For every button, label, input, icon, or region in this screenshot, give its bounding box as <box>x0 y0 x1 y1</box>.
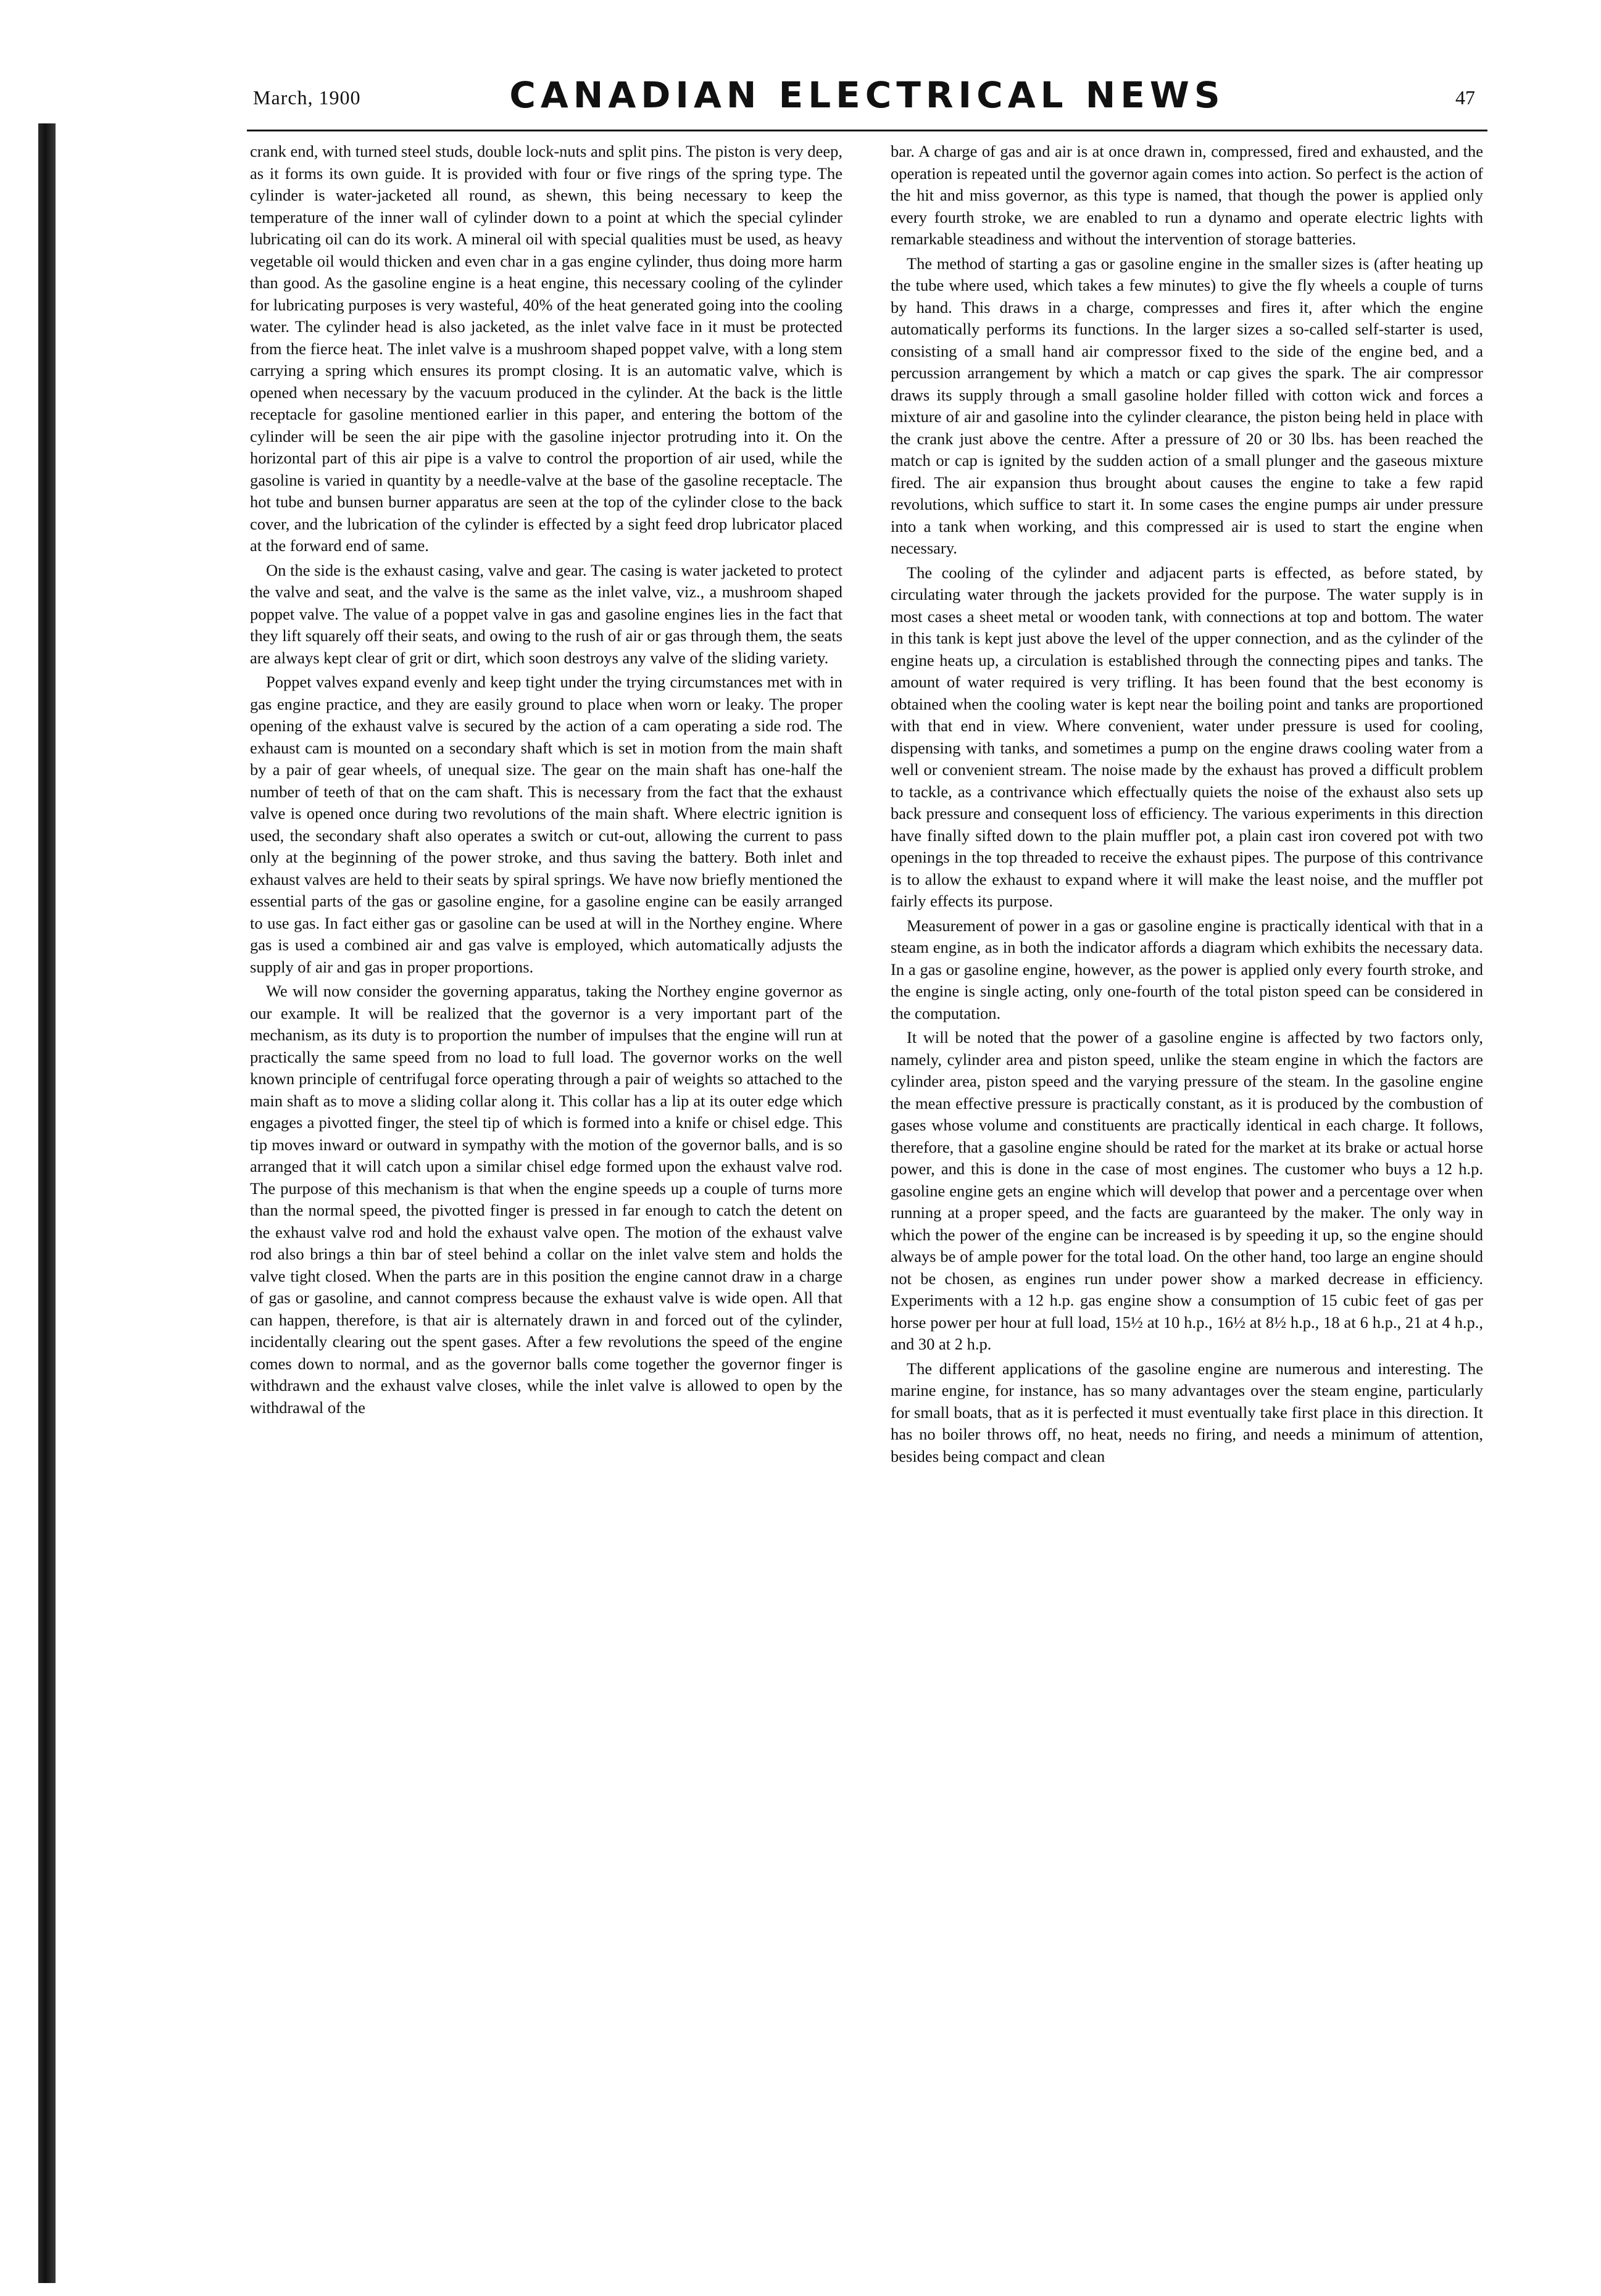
page-number: 47 <box>1455 86 1475 109</box>
issue-date: March, 1900 <box>253 86 361 109</box>
paragraph: Poppet valves expand evenly and keep tight under the trying circumstances met with in gas engine practice, and they are easily ground to place when worn or leaky. The proper opening of the exhaust valve is secured by the action of a cam operating a side rod. The exhaust cam is mounted on a secondary shaft which is set in motion from the main shaft by a pair of gear wheels, of unequal size. The gear on the main shaft has one-half the number of teeth of that on the cam shaft. This is necessary from the fact that the exhaust valve is opened once during two revolutions of the main shaft. Where electric ignition is used, the secondary shaft also operates a switch or cut-out, allowing the current to pass only at the beginning of the power stroke, and thus saving the battery. Both inlet and exhaust valves are held to their seats by spiral springs. We have now briefly mentioned the essential parts of the gas or gasoline engine, for a gasoline engine can be easily arranged to use gas. In fact either gas or gasoline can be used at will in the Northey engine. Where gas is used a combined air and gas valve is employed, which automatically adjusts the supply of air and gas in proper proportions. <box>250 673 842 976</box>
binding-edge <box>38 123 56 2283</box>
right-column <box>891 141 1483 2251</box>
publication-title: CANADIAN ELECTRICAL NEWS <box>509 74 1225 116</box>
paragraph: The cooling of the cylinder and adjacent parts is effected, as before stated, by circulating water through the jackets provided for the purpose. The water supply is in most cases a sheet metal or wooden tank, with connections at top and bottom. The water in this tank is kept just above the level of the upper connection, and as the cylinder of the engine heats up, a circulation is established through the connecting pipes and tanks. The amount of water required is very trifling. It has been found that the best economy is obtained when the cooling water is kept near the boiling point and tanks are proportioned with that end in view. Where convenient, water under pressure is used for cooling, dispensing with tanks, and sometimes a pump on the engine draws cooling water from a well or convenient stream. The noise made by the exhaust has proved a difficult problem to tackle, as a contrivance which effectually quiets the noise of the exhaust also sets up back pressure and consequent loss of efficiency. The various experiments in this direction have finally sifted down to the plain muffler pot, a plain cast iron covered pot with two openings in the top threaded to receive the exhaust pipes. The purpose of this contrivance is to allow the exhaust to expand where it will make the least noise, and the muffler pot fairly effects its purpose. <box>891 563 1483 910</box>
paragraph: We will now consider the governing apparatus, taking the Northey engine governor as our example. It will be realized that the governor is a very important part of the mechanism, as its duty is to proportion the number of impulses that the engine will run at practically the same speed from no load to full load. The governor works on the well known principle of centrifugal force operating through a pair of weights so attached to the main shaft as to move a sliding collar along it. This collar has a lip at its outer edge which engages a pivotted finger, the steel tip of which is formed into a knife or chisel edge. This tip moves inward or outward in sympathy with the motion of the governor balls, and is so arranged that it will catch upon a similar chisel edge formed upon the exhaust valve rod. The purpose of this mechanism is that when the engine speeds up a couple of turns more than the normal speed, the pivotted finger is pressed in far enough to catch the detent on the exhaust valve rod and hold the exhaust valve open. The motion of the exhaust valve rod also brings a thin bar of steel behind a collar on the inlet valve stem and holds the valve tight closed. When the parts are in this position the engine cannot draw in a charge of gas or gasoline, and cannot compress because the exhaust valve is wide open. All that can happen, therefore, is that air is alternately drawn in and forced out of the cylinder, incidentally clearing out the spent gases. After a few revolutions the speed of the engine comes down to normal, and as the governor balls come together the governor finger is withdrawn and the exhaust valve closes, while the inlet valve is allowed to open by the withdrawal of the <box>250 982 842 1417</box>
paragraph: The method of starting a gas or gasoline engine in the smaller sizes is (after heating up the tube where used, which takes a few minutes) to give the fly wheels a couple of turns by hand. This draws in a charge, compresses and fires it, after which the engine automatically performs its functions. In the larger sizes a so-called self-starter is used, consisting of a small hand air compressor fixed to the side of the engine bed, and a percussion arrangement by which a match or cap gives the spark. The air compressor draws its supply through a small gasoline holder filled with cotton wick and forces a mixture of air and gasoline into the cylinder clearance, the piston being held in place with the crank just above the centre. After a pressure of 20 or 30 lbs. has been reached the match or cap is ignited by the sudden action of a small plunger and the gaseous mixture fired. The air expansion thus brought about causes the engine to take a few rapid revolutions, which suffice to start it. In some cases the engine pumps air under pressure into a tank when working, and this compressed air is used to start the engine when necessary. <box>891 254 1483 557</box>
paragraph: On the side is the exhaust casing, valve and gear. The casing is water jacketed to protect the valve and seat, and the valve is the same as the inlet valve, viz., a mushroom shaped poppet valve. The value of a poppet valve in gas and gasoline engines lies in the fact that they lift squarely off their seats, and owing to the rush of air or gas through them, the seats are always kept clear of grit or dirt, which soon destroys any valve of the sliding variety. <box>250 560 842 667</box>
page-header <box>247 62 1487 131</box>
paragraph: The different applications of the gasoline engine are numerous and interesting. The marine engine, for instance, has so many advantages over the steam engine, particularly for small boats, that as it is perfected it must eventually take first place in this direction. It has no boiler throws off, no heat, needs no firing, and needs a minimum of attention, besides being compact and clean <box>891 1359 1483 1465</box>
paragraph: bar. A charge of gas and air is at once drawn in, compressed, fired and exhausted, and the operation is repeated until the governor again comes into action. So perfect is the action of the hit and miss governor, as this type is named, that though the power is applied only every fourth stroke, we are enabled to run a dynamo and operate electric lights with remarkable steadiness and without the intervention of storage batteries. <box>891 142 1483 248</box>
paragraph: It will be noted that the power of a gasoline engine is affected by two factors only, namely, cylinder area and piston speed, unlike the steam engine in which the factors are cylinder area, piston speed and the varying pressure of the steam. In the gasoline engine the mean effective pressure is practically constant, as it is produced by the combustion of gases whose volume and constituents are practically identical in each charge. It follows, therefore, that a gasoline engine should be rated for the market at its brake or actual horse power, and this is done in the case of most engines. The customer who buys a 12 h.p. gasoline engine gets an engine which will develop that power and a percentage over when running at a proper speed, and the facts are guaranteed by the maker. The only way in which the power of the engine can be increased is by speeding it up, so the engine should always be of ample power for the total load. On the other hand, too large an engine should not be chosen, as engines run under power show a marked decrease in efficiency. Experiments with a 12 h.p. gas engine show a consumption of 15 cubic feet of gas per horse power per hour at full load, 15½ at 10 h.p., 16½ at 8½ h.p., 18 at 6 h.p., 21 at 4 h.p., and 30 at 2 h.p. <box>891 1028 1483 1353</box>
left-column <box>250 141 842 2251</box>
paragraph: Measurement of power in a gas or gasoline engine is practically identical with that in a steam engine, as in both the indicator affords a diagram which exhibits the necessary data. In a gas or gasoline engine, however, as the power is applied only every fourth stroke, and the engine is single acting, only one-fourth of the total piston speed can be considered in the computation. <box>891 916 1483 1022</box>
paragraph: crank end, with turned steel studs, double lock-nuts and split pins. The piston is very deep, as it forms its own guide. It is provided with four or five rings of the spring type. The cylinder is water-jacketed all round, as shewn, this being necessary to keep the temperature of the inner wall of cylinder down to a point at which the special cylinder lubricating oil can do its work. A mineral oil with special qualities must be used, as heavy vegetable oil would thicken and even char in a gas engine cylinder, thus doing more harm than good. As the gasoline engine is a heat engine, this necessary cooling of the cylinder for lubricating purposes is very wasteful, 40% of the heat generated going into the cooling water. The cylinder head is also jacketed, as the inlet valve face in it must be protected from the fierce heat. The inlet valve is a mushroom shaped poppet valve, with a long stem carrying a spring which ensures its prompt closing. It is an automatic valve, which is opened when necessary by the vacuum produced in the cylinder. At the back is the little receptacle for gasoline mentioned earlier in this paper, and entering the bottom of the cylinder will be seen the air pipe with the gasoline injector protruding into it. On the horizontal part of this air pipe is a valve to control the proportion of air used, while the gasoline is varied in quantity by a needle-valve at the base of the gasoline receptacle. The hot tube and bunsen burner apparatus are seen at the top of the cylinder close to the back cover, and the lubrication of the cylinder is effected by a sight feed drop lubricator placed at the forward end of same. <box>250 142 842 555</box>
